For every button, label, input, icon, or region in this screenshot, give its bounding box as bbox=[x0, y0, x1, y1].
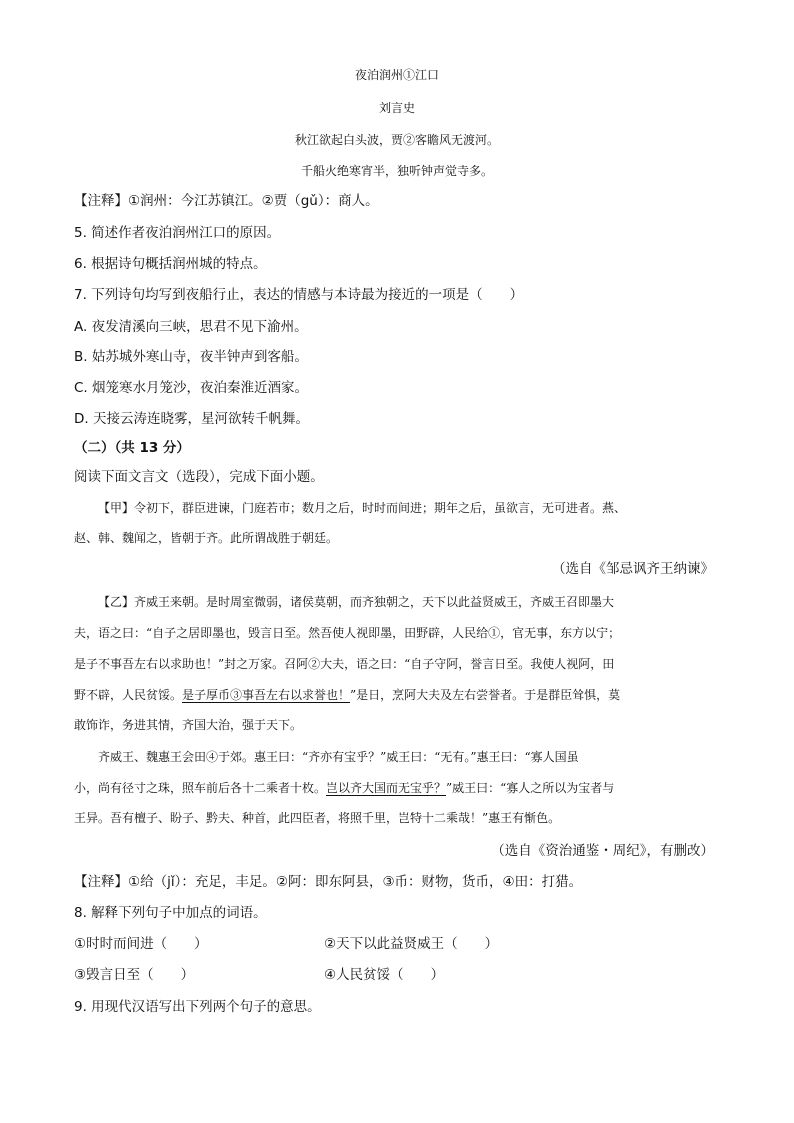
poem-line-1: 秋江欲起白头波，贾②客瞻风无渡河。 bbox=[294, 133, 499, 147]
section-2-instruction: 阅读下面文言文（选段），完成下面小题。 bbox=[74, 469, 324, 485]
yi-source: （选自《资治通鉴・周纪》，有删改） bbox=[491, 843, 714, 859]
question-9: 9. 用现代汉语写出下列两个句子的意思。 bbox=[74, 999, 321, 1015]
poem-note: 【注释】①润州：今江苏镇江。②贾（gǔ）：商人。 bbox=[74, 193, 379, 209]
yi-line-4-pre: 野不辟，人民贫馁。 bbox=[74, 688, 183, 702]
yi-line-7-underlined: 岂以齐大国而无宝乎？ bbox=[326, 781, 447, 795]
yi-line-5: 敢饰诈，务进其情，齐国大治，强于天下。 bbox=[74, 718, 303, 732]
section-2-heading: （二）（共 13 分） bbox=[74, 440, 190, 456]
question-8-stem: 8. 解释下列句子中加点的词语。 bbox=[74, 905, 267, 921]
question-5: 5. 简述作者夜泊润州江口的原因。 bbox=[74, 225, 281, 241]
yi-line-1: 【乙】齐威王来朝。是时周室微弱，诸侯莫朝，而齐独朝之，天下以此益贤威王，齐威王召即墨大 bbox=[98, 595, 615, 609]
question-8-item-1: ①时时而间进（ ） bbox=[74, 936, 208, 952]
question-6: 6. 根据诗句概括润州城的特点。 bbox=[74, 256, 267, 272]
question-7-option-a: A. 夜发清溪向三峡，思君不见下渝州。 bbox=[74, 319, 308, 335]
jia-source: （选自《邹忌讽齐王纳谏》 bbox=[552, 561, 714, 577]
yi-line-7-pre: 小，尚有径寸之珠，照车前后各十二乘者十枚。 bbox=[74, 781, 327, 795]
yi-line-3: 是子不事吾左右以求助也！”封之万家。召阿②大夫，语之曰：“自子守阿，誉言日至。我使人视阿，田 bbox=[74, 657, 615, 671]
yi-note: 【注释】①给（jǐ）：充足，丰足。②阿：即东阿县，③币：财物，货币，④田：打猎。 bbox=[74, 874, 583, 890]
yi-line-2: 夫，语之曰：“自子之居即墨也，毁言日至。然吾使人视即墨，田野辟，人民给①，官无事，东方以宁； bbox=[74, 626, 621, 640]
jia-line-2: 赵、韩、魏闻之，皆朝于齐。此所谓战胜于朝廷。 bbox=[74, 531, 339, 545]
yi-line-8: 王异。吾有檀子、盼子、黔夫、种首，此四臣者，将照千里，岂特十二乘哉！”惠王有惭色。 bbox=[74, 811, 561, 825]
poem-line-2: 千船火绝寒宵半，独听钟声觉寺多。 bbox=[300, 164, 493, 178]
yi-line-7 bbox=[74, 779, 614, 797]
question-8-item-3: ③毁言日至（ ） bbox=[74, 967, 195, 983]
yi-line-6: 齐威王、魏惠王会田④于郊。惠王曰：“齐亦有宝乎？”威王曰：“无有。”惠王曰：“寡人国虽 bbox=[98, 750, 579, 764]
question-7-option-c: C. 烟笼寒水月笼沙，夜泊秦淮近酒家。 bbox=[74, 380, 309, 396]
jia-line-1: 【甲】令初下，群臣进谏，门庭若市；数月之后，时时而间进；期年之后，虽欲言，无可进者。燕、 bbox=[98, 501, 627, 515]
yi-line-4 bbox=[74, 686, 620, 704]
yi-line-4-underlined: 是子厚币③事吾左右以求誉也！ bbox=[182, 688, 351, 702]
yi-line-4-post: ”是日，烹阿大夫及左右尝誉者。于是群臣耸惧，莫 bbox=[350, 688, 621, 702]
question-7-stem: 7. 下列诗句均写到夜船行止，表达的情感与本诗最为接近的一项是（ ） bbox=[74, 287, 524, 303]
poem-title: 夜泊润州①江口 bbox=[354, 68, 439, 82]
yi-line-7-post: ”威王曰：“寡人之所以为宝者与 bbox=[446, 781, 615, 795]
question-7-option-d: D. 天接云涛连晓雾，星河欲转千帆舞。 bbox=[74, 411, 309, 427]
question-7-option-b: B. 姑苏城外寒山寺，夜半钟声到客船。 bbox=[74, 349, 308, 365]
question-8-item-4: ④人民贫馁（ ） bbox=[324, 967, 445, 983]
question-8-item-2: ②天下以此益贤威王（ ） bbox=[324, 936, 499, 952]
poem-author: 刘言史 bbox=[378, 101, 415, 115]
